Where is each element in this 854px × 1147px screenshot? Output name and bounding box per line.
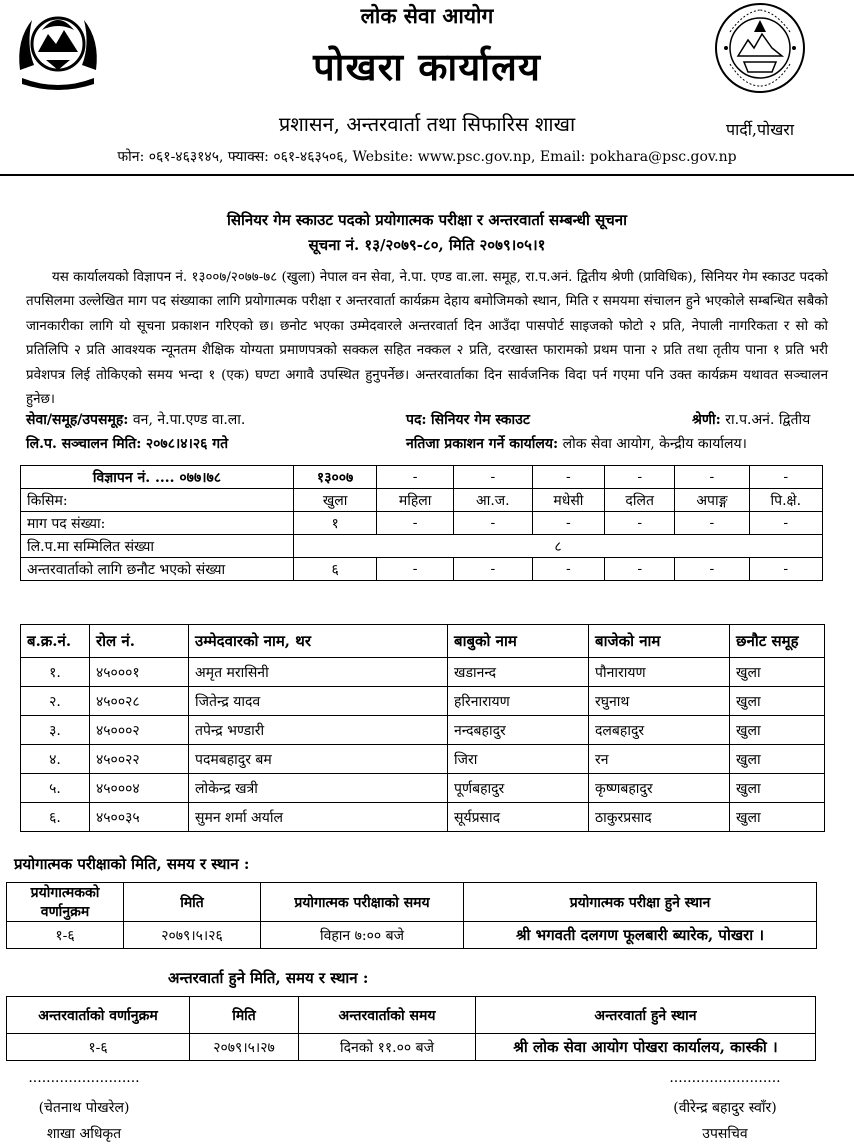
- table-cell: -: [377, 558, 454, 581]
- adv-label: विज्ञापन नं. .... ०७७।७८: [21, 466, 294, 489]
- table-cell: ६: [294, 558, 377, 581]
- contact-line: फोन: ०६१-४६३१४५, फ्याक्स: ०६१-४६३५०६, Website: www.psc.gov.np, Email: pokhara@psc.gov.np: [117, 149, 737, 165]
- table-cell: मधेसी: [532, 489, 605, 512]
- table-cell: ३.: [21, 716, 90, 745]
- table-cell: -: [605, 558, 675, 581]
- left-signature-line: .........................: [28, 1070, 140, 1086]
- table-row: [21, 658, 825, 687]
- notice-paragraph: यस कार्यालयको विज्ञापन नं. १३००७/२०७७-७८ (खुला) नेपाल वन सेवा, ने.पा. एण्ड वा.ला. समूह, रा.प.अनं. द्वितीय श्रेणी (प्राविधिक), सिनियर गेम स्काउट पदको तपसिलमा उल्लेखित माग पद संख्याका लागि प्रयोगात्मक परीक्षा र अन्तरवार्ता कार्यक्रम देहाय बमोजिमको स्थान, मिति र समयमा संचालन हुने भएकोले सम्बन्धित सबैको जानकारीका लागि यो सूचना प्रकाशन गरिएको छ। छनोट भएका उम्मेदवारले अन्तरवार्ता दिन आउँदा पासपोर्ट साइजको फोटो २ प्रति, नेपाली नागरिकता र सो को प्रतिलिपि २ प्रति आवश्यक न्यूनतम शैक्षिक योग्यता प्रमाणपत्रको सक्कल सहित नक्कल २ प्रति, दरखास्त फारामको प्रथम पाना २ प्रति तथा तृतीय पाना १ प्रति भरी प्रवेशपत्र लिई तोकिएको समय भन्दा १ (एक) घण्टा अगावै उपस्थित हुनुपर्नेछ। अन्तरवार्ताका दिन सार्वजनिक विदा पर्न गएमा पनि उक्त कार्यक्रम यथावत सञ्चालन हुनेछ।: [26, 270, 828, 408]
- table-cell: पदमबहादुर बम: [189, 745, 448, 774]
- table-cell: -: [749, 558, 822, 581]
- table-cell: विहान ७:०० बजे: [261, 922, 464, 949]
- table-cell: -: [532, 466, 605, 489]
- table-cell: दलबहादुर: [589, 716, 730, 745]
- table-row: [21, 803, 825, 832]
- column-header: अन्तरवार्ताको समय: [299, 997, 476, 1034]
- table-cell: २.: [21, 687, 90, 716]
- table-cell: ठाकुरप्रसाद: [589, 803, 730, 832]
- table-cell: -: [377, 466, 454, 489]
- table-cell: १-६: [7, 922, 124, 949]
- table-cell: -: [605, 512, 675, 535]
- table-cell: ६.: [21, 803, 90, 832]
- left-signatory-name: (चेतनाथ पोखरेल): [38, 1100, 130, 1116]
- table-row: [21, 512, 823, 535]
- table-cell: ४.: [21, 745, 90, 774]
- table-row: [21, 687, 825, 716]
- table-row: [21, 716, 825, 745]
- table-row: [21, 774, 825, 803]
- candidates-table: [20, 624, 825, 832]
- table-cell: ४५०००२: [90, 716, 189, 745]
- exam-date-label: लि.प. सञ्चालन मिति:: [26, 436, 142, 452]
- table-cell: २०७९।५।२७: [190, 1034, 299, 1061]
- left-signatory-title: शाखा अधिकृत: [46, 1126, 122, 1142]
- table-cell: खुला: [730, 687, 825, 716]
- written-label: लि.प.मा सम्मिलित संख्या: [21, 535, 294, 558]
- level-info: [692, 410, 810, 429]
- right-signatory-title: उपसचिव: [702, 1126, 748, 1142]
- type-label: किसिम:: [21, 489, 294, 512]
- table-cell: खडानन्द: [448, 658, 589, 687]
- table-cell: नन्दबहादुर: [448, 716, 589, 745]
- table-cell: -: [532, 512, 605, 535]
- table-cell: दिनको ११.०० बजे: [299, 1034, 476, 1061]
- table-cell: -: [675, 558, 749, 581]
- table-cell: खुला: [730, 803, 825, 832]
- table-cell: १: [294, 512, 377, 535]
- table-cell: पूर्णबहादुर: [448, 774, 589, 803]
- post-value: सिनियर गेम स्काउट: [431, 412, 530, 428]
- table-row: [21, 558, 823, 581]
- table-row: [21, 745, 825, 774]
- table-cell: -: [749, 512, 822, 535]
- table-cell: लोकेन्द्र खत्री: [189, 774, 448, 803]
- table-cell: -: [675, 466, 749, 489]
- table-cell: अमृत मरासिनी: [189, 658, 448, 687]
- result-office-label: नतिजा प्रकाशन गर्ने कार्यालय:: [406, 436, 559, 452]
- table-cell: श्री लोक सेवा आयोग पोखरा कार्यालय, कास्की ।: [476, 1034, 816, 1061]
- column-header: छनौट समूह: [730, 625, 825, 658]
- table-cell: तपेन्द्र भण्डारी: [189, 716, 448, 745]
- table-row: [21, 535, 823, 558]
- table-cell: खुला: [730, 774, 825, 803]
- level-label: श्रेणी:: [692, 412, 721, 428]
- table-cell: १-६: [7, 1034, 190, 1061]
- table-cell: ४५०००४: [90, 774, 189, 803]
- table-row: [21, 466, 823, 489]
- table-cell: ४५००३५: [90, 803, 189, 832]
- table-cell: ५.: [21, 774, 90, 803]
- column-header: प्रयोगात्मक परीक्षाको समय: [261, 883, 464, 922]
- table-cell: रघुनाथ: [589, 687, 730, 716]
- table-cell: -: [454, 512, 533, 535]
- table-cell: पौनारायण: [589, 658, 730, 687]
- table-cell: -: [675, 512, 749, 535]
- service-value: वन, ने.पा.एण्ड वा.ला.: [132, 412, 246, 428]
- column-header: उम्मेदवारको नाम, थर: [189, 625, 448, 658]
- column-header: अन्तरवार्ता हुने स्थान: [476, 997, 816, 1034]
- table-cell: खुला: [730, 716, 825, 745]
- table-cell: खुला: [730, 745, 825, 774]
- table-row: [7, 1034, 816, 1061]
- column-header: रोल नं.: [90, 625, 189, 658]
- table-cell: सूर्यप्रसाद: [448, 803, 589, 832]
- table-cell: महिला: [377, 489, 454, 512]
- table-cell: सुमन शर्मा अर्याल: [189, 803, 448, 832]
- organization-name: लोक सेवा आयोग: [360, 3, 494, 28]
- written-value: ८: [294, 535, 823, 558]
- table-cell: अपाङ्ग: [675, 489, 749, 512]
- table-cell: १३००७: [294, 466, 377, 489]
- table-cell: -: [605, 466, 675, 489]
- office-name: पोखरा कार्यालय: [313, 44, 541, 89]
- service-info: [26, 410, 245, 429]
- table-cell: पि.क्षे.: [749, 489, 822, 512]
- table-cell: खुला: [294, 489, 377, 512]
- table-cell: १.: [21, 658, 90, 687]
- exam-date-value: २०७८।४।२६ गते: [145, 436, 229, 452]
- column-header: प्रयोगात्मक परीक्षा हुने स्थान: [464, 883, 817, 922]
- table-cell: -: [377, 512, 454, 535]
- interview-table: [6, 996, 816, 1061]
- table-cell: -: [532, 558, 605, 581]
- vacancy-table: [20, 465, 823, 581]
- table-cell: हरिनारायण: [448, 687, 589, 716]
- practical-table: [6, 882, 817, 949]
- interview-heading: अन्तरवार्ता हुने मिति, समय र स्थान :: [168, 969, 369, 987]
- column-header: मिति: [190, 997, 299, 1034]
- table-cell: जिरा: [448, 745, 589, 774]
- table-cell: दलित: [605, 489, 675, 512]
- office-location: पार्दी,पोखरा: [726, 120, 794, 139]
- post-info: [406, 410, 530, 429]
- table-cell: ४५००२८: [90, 687, 189, 716]
- result-office-info: [406, 434, 747, 453]
- table-cell: खुला: [730, 658, 825, 687]
- header-divider: [0, 174, 854, 176]
- column-header: बाजेको नाम: [589, 625, 730, 658]
- column-header: ब.क्र.नं.: [21, 625, 90, 658]
- service-label: सेवा/समूह/उपसमूह:: [26, 412, 129, 428]
- table-header-row: [7, 883, 817, 922]
- table-cell: आ.ज.: [454, 489, 533, 512]
- column-header: मिति: [124, 883, 261, 922]
- demand-label: माग पद संख्या:: [21, 512, 294, 535]
- notice-title: सिनियर गेम स्काउट पदको प्रयोगात्मक परीक्षा र अन्तरवार्ता सम्बन्धी सूचना: [226, 211, 627, 229]
- column-header: प्रयोगात्मकको वर्णानुक्रम: [7, 883, 124, 922]
- practical-heading: प्रयोगात्मक परीक्षाको मिति, समय र स्थान :: [14, 855, 250, 873]
- right-signature-line: .........................: [669, 1070, 781, 1086]
- branch-name: प्रशासन, अन्तरवार्ता तथा सिफारिस शाखा: [278, 112, 576, 136]
- post-label: पद:: [406, 412, 427, 428]
- result-office-value: लोक सेवा आयोग, केन्द्रीय कार्यालय।: [562, 436, 747, 452]
- table-cell: श्री भगवती दलगण फूलबारी ब्यारेक, पोखरा ।: [464, 922, 817, 949]
- table-cell: -: [749, 466, 822, 489]
- column-header: बाबुको नाम: [448, 625, 589, 658]
- table-cell: कृष्णबहादुर: [589, 774, 730, 803]
- table-cell: जितेन्द्र यादव: [189, 687, 448, 716]
- table-row: [21, 489, 823, 512]
- exam-date-info: [26, 434, 228, 453]
- table-header-row: [21, 625, 825, 658]
- selected-label: अन्तरवार्ताको लागि छनौट भएको संख्या: [21, 558, 294, 581]
- table-cell: ४५०००१: [90, 658, 189, 687]
- table-cell: ४५००२२: [90, 745, 189, 774]
- table-header-row: [7, 997, 816, 1034]
- table-cell: -: [454, 466, 533, 489]
- table-row: [7, 922, 817, 949]
- right-signatory-name: (वीरेन्द्र बहादुर स्वाँर): [673, 1100, 777, 1116]
- notice-number: सूचना नं. १३/२०७९-८०, मिति २०७९।०५।१: [308, 236, 546, 254]
- column-header: अन्तरवार्ताको वर्णानुक्रम: [7, 997, 190, 1034]
- table-cell: रन: [589, 745, 730, 774]
- level-value: रा.प.अनं. द्वितीय: [725, 412, 811, 428]
- table-cell: २०७९।५।२६: [124, 922, 261, 949]
- table-cell: -: [454, 558, 533, 581]
